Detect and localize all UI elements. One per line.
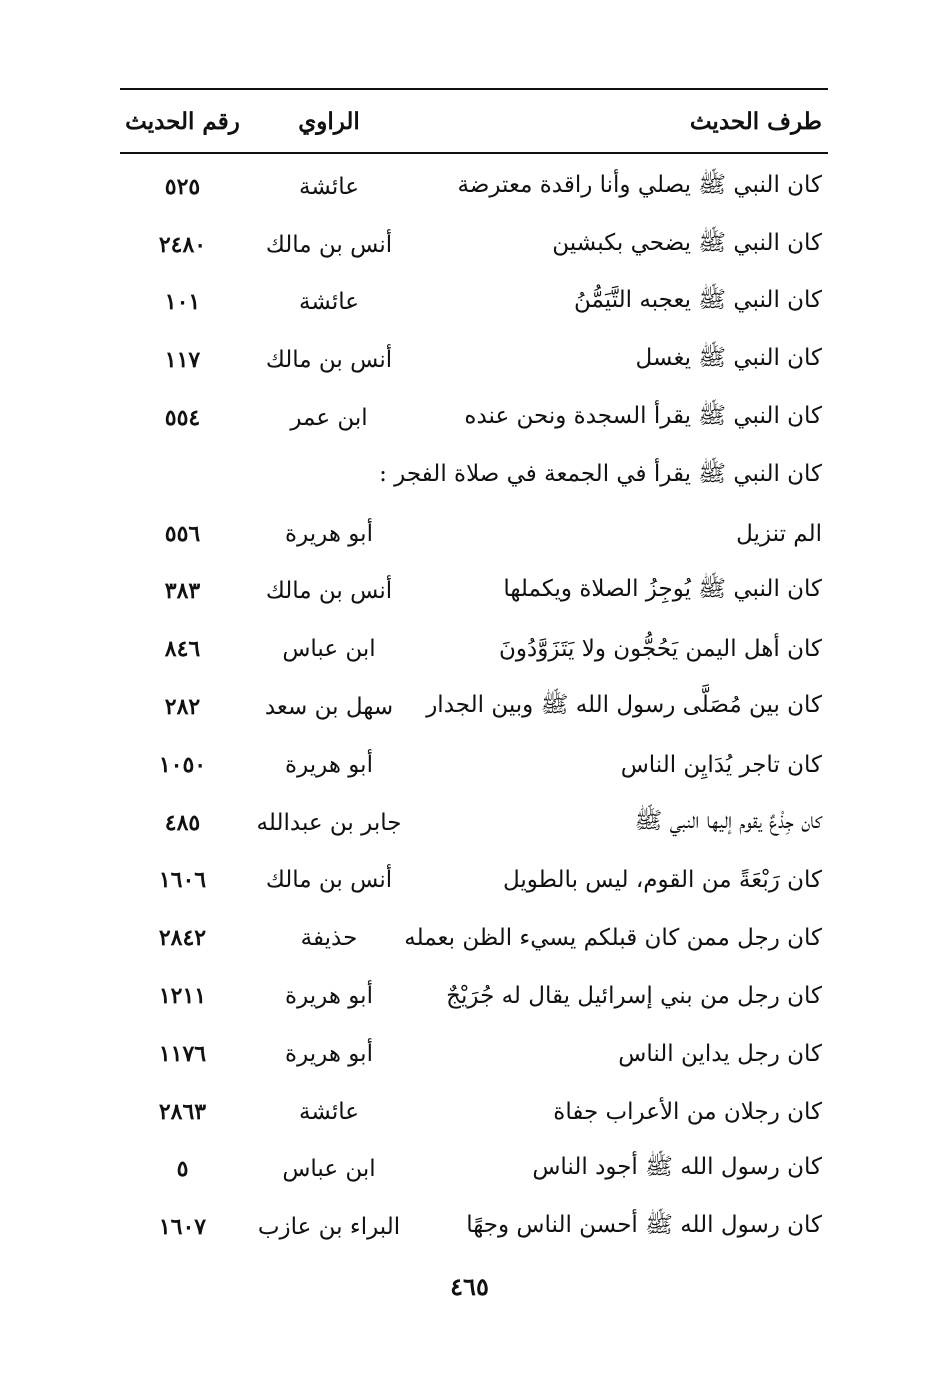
- rawi-cell: ابن عباس: [282, 1156, 376, 1183]
- table-row: [120, 1141, 828, 1199]
- rawi-cell: أبو هريرة: [285, 983, 373, 1010]
- table-row: [120, 967, 828, 1025]
- rawi-cell: أبو هريرة: [285, 1040, 373, 1067]
- rawi-cell: أنس بن مالك: [265, 231, 393, 258]
- hadith-cell: كان النبي ﷺ يغسل: [635, 345, 822, 372]
- rawi-cell: أبو هريرة: [285, 751, 373, 778]
- hadith-cell: كان النبي ﷺ يقرأ السجدة ونحن عنده: [464, 403, 822, 430]
- hadith-cell: كان رجلان من الأعراب جفاة: [553, 1098, 822, 1125]
- table-row: [120, 158, 828, 216]
- index-page: [120, 88, 828, 1256]
- table-row: [120, 1025, 828, 1083]
- table-row: [120, 505, 828, 563]
- hadith-cell: كان النبي ﷺ يعجبه التَّيَمُّنُ: [573, 287, 822, 314]
- table-body: [120, 154, 828, 1256]
- table-row: [120, 447, 828, 505]
- rawi-cell: عائشة: [299, 173, 359, 200]
- table-row: [120, 909, 828, 967]
- number-cell: ٥: [176, 1156, 189, 1183]
- number-cell: ١١٧: [164, 347, 201, 374]
- table-row: [120, 736, 828, 794]
- rawi-cell: عائشة: [299, 289, 359, 316]
- table-row: [120, 794, 828, 852]
- table-row: [120, 563, 828, 621]
- page-number: ٤٦٥: [450, 1272, 489, 1301]
- number-cell: ٤٨٥: [164, 809, 201, 836]
- hadith-cell: كان النبي ﷺ يقرأ في الجمعة في صلاة الفجر :: [379, 460, 822, 487]
- number-cell: ١٦٠٦: [158, 867, 207, 894]
- number-cell: ٨٤٦: [164, 636, 201, 663]
- table-row: [120, 331, 828, 389]
- table-row: [120, 216, 828, 274]
- hadith-cell: كان رجل من بني إسرائيل يقال له جُرَيْجٌ: [446, 983, 822, 1010]
- table-header: [120, 90, 828, 152]
- rawi-cell: جابر بن عبدالله: [256, 809, 402, 836]
- table-row: [120, 852, 828, 910]
- table-row: [120, 274, 828, 332]
- hadith-cell: كان رجل يداين الناس: [618, 1040, 822, 1067]
- hadith-cell: الم تنزيل: [736, 520, 822, 547]
- number-cell: ٢٨٢: [164, 694, 201, 721]
- hadith-cell: كان أهل اليمن يَحُجُّون ولا يَتَزَوَّدُونَ: [499, 636, 822, 663]
- table-row: [120, 1083, 828, 1141]
- number-cell: ٥٥٤: [164, 405, 201, 432]
- number-cell: ١٦٠٧: [158, 1214, 207, 1241]
- rawi-cell: حذيفة: [300, 925, 358, 952]
- number-cell: ١١٧٦: [158, 1040, 207, 1067]
- header-hadith: طرف الحديث: [689, 107, 822, 135]
- number-cell: ٥٢٥: [164, 173, 201, 200]
- table-row: [120, 389, 828, 447]
- rawi-cell: سهل بن سعد: [264, 694, 394, 721]
- number-cell: ١٢١١: [158, 983, 207, 1010]
- table-row: [120, 620, 828, 678]
- hadith-cell: كان تاجر يُدَايِن الناس: [620, 751, 822, 778]
- hadith-cell: كان رسول الله ﷺ أجود الناس: [532, 1154, 822, 1181]
- hadith-cell: كان رجل ممن كان قبلكم يسيء الظن بعمله: [404, 925, 822, 952]
- rawi-cell: البراء بن عازب: [257, 1214, 401, 1241]
- number-cell: ٥٥٦: [164, 520, 201, 547]
- table-row: [120, 678, 828, 736]
- table-row: [120, 1198, 828, 1256]
- rawi-cell: أبو هريرة: [285, 520, 373, 547]
- hadith-cell: كان رسول الله ﷺ أحسن الناس وجهًا: [466, 1212, 822, 1239]
- number-cell: ٢٨٤٢: [158, 925, 207, 952]
- number-cell: ٢٨٦٣: [158, 1098, 207, 1125]
- hadith-cell: كان بين مُصَلَّى رسول الله ﷺ وبين الجدار: [426, 692, 822, 719]
- hadith-cell: كان جِذْعٌ يقوم إليها النبي ﷺ: [634, 807, 822, 834]
- header-number: رقم الحديث: [125, 107, 240, 135]
- header-rawi: الراوي: [298, 107, 360, 135]
- rawi-cell: أنس بن مالك: [265, 347, 393, 374]
- rawi-cell: ابن عمر: [290, 405, 368, 432]
- number-cell: ٢٤٨٠: [158, 231, 207, 258]
- rawi-cell: أنس بن مالك: [265, 867, 393, 894]
- number-cell: ٣٨٣: [164, 578, 201, 605]
- hadith-cell: كان رَبْعَةً من القوم، ليس بالطويل: [502, 867, 822, 894]
- rawi-cell: أنس بن مالك: [265, 578, 393, 605]
- rawi-cell: ابن عباس: [282, 636, 376, 663]
- hadith-cell: كان النبي ﷺ يُوجِزُ الصلاة ويكملها: [503, 576, 822, 603]
- rawi-cell: عائشة: [299, 1098, 359, 1125]
- hadith-cell: كان النبي ﷺ يضحي بكبشين: [552, 229, 822, 256]
- number-cell: ١٠٥٠: [158, 751, 207, 778]
- hadith-cell: كان النبي ﷺ يصلي وأنا راقدة معترضة: [457, 171, 822, 198]
- number-cell: ١٠١: [164, 289, 201, 316]
